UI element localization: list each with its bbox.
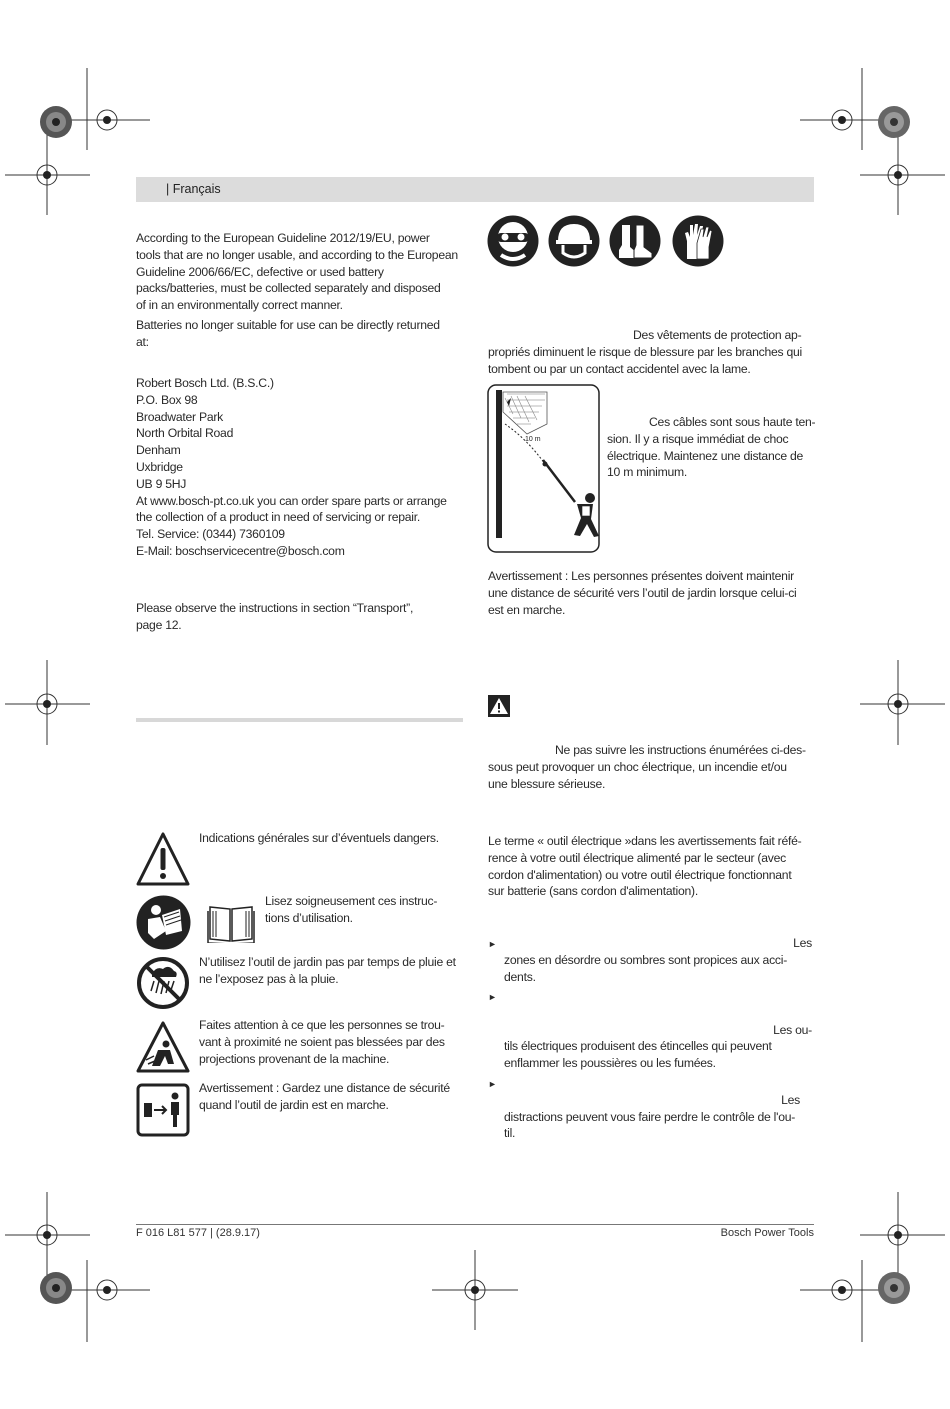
address-line: the collection of a product in need of servicing or repair. [136,510,421,525]
address-line: Tel. Service: (0344) 7360109 [136,527,285,542]
return-line: at: [136,334,149,349]
footer-doc-code: F 016 L81 577 | (28.9.17) [136,1227,260,1239]
address-line: North Orbital Road [136,426,234,441]
disposal-line: packs/batteries, must be collected separately and disposed [136,281,441,296]
read-manual-icon [136,895,191,950]
no-rain-icon [136,956,190,1010]
clothing-line: Des vêtements de protection ap- [633,328,802,342]
flying-debris-icon [136,1020,190,1074]
symbol-no-rain-text [199,954,456,988]
bystander-warning-line: Avertissement : Les personnes présentes doivent maintenir [488,569,794,583]
figure-distance-label: 10 m [525,436,541,443]
cables-line: sion. Il y a risque immédiat de choc [607,431,789,446]
transport-line: page 12. [136,617,182,632]
bystanders-line: vant à proximité ne soient pas blessées par des [199,1034,445,1049]
term-paragraph [488,833,814,900]
transport-line: Please observe the instructions in section “Transport”, [136,601,414,615]
read-manual-line: Lisez soigneusement ces instruc- [265,894,438,908]
bystanders-line: Faites attention à ce que les personnes se trou- [199,1018,445,1032]
term-line: sur batterie (sans cordon d'alimentation). [488,884,698,899]
symbol-general-danger-text: Indications générales sur d’éventuels dangers. [199,831,439,845]
warning-triangle-icon [136,831,190,887]
disposal-line: tools that are no longer usable, and according to the European [136,247,458,262]
bullet-arrow-icon: ► [488,939,497,949]
address-line: Broadwater Park [136,409,224,424]
bystander-warning-line: est en marche. [488,602,566,617]
bullet-item [488,935,814,985]
bullet-line: til. [504,1126,516,1141]
distance-line: Avertissement : Gardez une distance de sécurité [199,1081,450,1095]
gloves-icon [671,215,725,267]
bullet-arrow-icon: ► [488,992,497,1002]
power-line-distance-figure [487,384,601,554]
transport-paragraph [136,600,466,634]
clothing-line: propriés diminuent le risque de blessure par les branches qui [488,344,802,359]
bystander-warning-line: une distance de sécurité vers l’outil de jardin lorsque celui-ci [488,585,797,600]
header-bar [136,177,814,202]
warning-badge-icon [488,695,510,717]
cables-line: électrique. Maintenez une distance de [607,448,804,463]
bystander-warning-paragraph [488,568,814,618]
disposal-line: According to the European Guideline 2012/19/EU, power [136,231,430,245]
cables-line: Ces câbles sont sous haute ten- [649,415,816,429]
cables-paragraph [607,414,817,481]
book-icon [207,903,255,943]
disposal-line: of in an environmentally correct manner. [136,298,343,313]
bullet-arrow-icon: ► [488,1079,497,1089]
helmet-icon [548,215,600,267]
term-line: rence à votre outil électrique alimenté par le secteur (avec [488,850,786,865]
term-line: cordon d'alimentation) ou votre outil électrique fonctionnant [488,867,792,882]
no-rain-line: ne l’exposez pas à la pluie. [199,971,339,986]
bullet-line: dents. [504,969,536,984]
address-line: UB 9 5HJ [136,476,187,491]
clothing-paragraph [488,327,814,377]
symbol-read-manual-text [265,893,437,927]
bullet-item [488,1075,814,1142]
bystanders-line: projections provenant de la machine. [199,1051,390,1066]
footer-brand: Bosch Power Tools [720,1227,814,1239]
address-block [136,375,466,560]
term-line: Le terme « outil électrique »dans les avertissements fait réfé- [488,834,802,848]
address-line: Robert Bosch Ltd. (B.S.C.) [136,376,274,390]
bullet-first-line: Les [793,936,812,950]
disposal-line: Guideline 2006/66/EC, defective or used battery [136,264,384,279]
section-title: | Français [166,182,221,196]
symbol-bystanders-text [199,1017,445,1067]
distance-line: quand l’outil de jardin est en marche. [199,1097,389,1112]
cables-line: 10 m minimum. [607,465,688,480]
warning-line: sous peut provoquer un choc électrique, un incendie et/ou [488,759,787,774]
address-line: At www.bosch-pt.co.uk you can order spare parts or arrange [136,493,447,508]
disposal-paragraph [136,230,466,314]
safety-goggles-icon [487,215,539,267]
return-paragraph [136,317,466,351]
bullet-item [488,988,814,1072]
clothing-line: tombent ou par un contact accidentel avec la lame. [488,361,751,376]
footer-rule [136,1224,814,1225]
warning-line: Ne pas suivre les instructions énumérées ci-des- [555,743,806,757]
bullet-line: enflammer les poussières ou les fumées. [504,1056,716,1071]
read-manual-line: tions d’utilisation. [265,910,353,925]
return-line: Batteries no longer suitable for use can be directly returned [136,318,440,332]
bullet-line: tils électriques produisent des étincelles qui peuvent [504,1039,772,1054]
address-line: P.O. Box 98 [136,392,198,407]
bullet-line: zones en désordre ou sombres sont propices aux acci- [504,952,788,967]
symbol-distance-text [199,1080,450,1114]
bullet-line: distractions peuvent vous faire perdre le contrôle de l'ou- [504,1109,796,1124]
address-line: Denham [136,443,181,458]
safety-distance-icon [136,1083,190,1137]
safety-boots-icon [609,215,661,267]
warning-paragraph [488,742,814,792]
address-line: Uxbridge [136,459,183,474]
no-rain-line: N’utilisez l’outil de jardin pas par temps de pluie et [199,955,456,969]
section-rule [136,718,463,722]
address-line: E-Mail: boschservicecentre@bosch.com [136,543,345,558]
bullet-first-line: Les [781,1092,800,1107]
bullet-first-line: Les ou- [773,1022,812,1037]
warning-line: une blessure sérieuse. [488,776,606,791]
